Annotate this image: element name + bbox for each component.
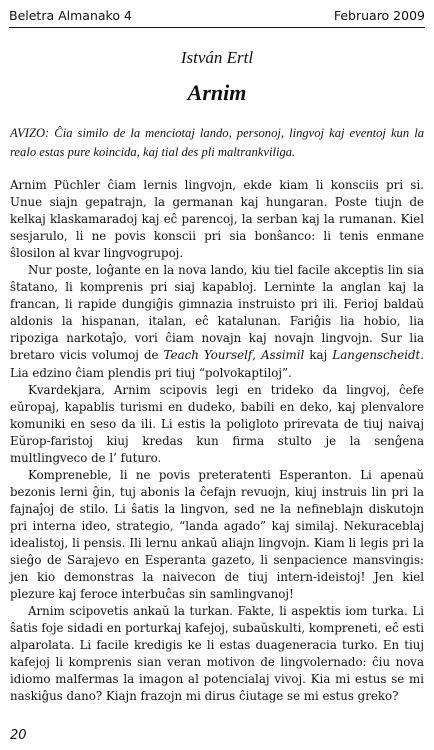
book-series-title: Langenscheidt. [332, 348, 425, 363]
paragraph-2 [10, 262, 424, 381]
header-divider [9, 27, 425, 28]
paragraph-text: , [252, 348, 262, 363]
publication-name: Beletra Almanako 4 [9, 8, 132, 23]
paragraph-4 [10, 467, 424, 603]
paragraph-1 [10, 177, 424, 262]
disclaimer-notice: AVIZO: Ĉia similo de la menciotaj lando, personoj, lingvoj kaj eventoj kun la realo estas pure koincida, kaj tial des pli maltrankviliga. [10, 126, 424, 159]
paragraph-text: Kompreneble, li ne povis preteratenti Esperanton. Li apenaŭ bezonis lerni ĝin, tuj abonis la ĉefajn revuojn, kiuj instruis lin pri la fajnaĵoj de stilo. Li ŝatis la lingvon, sed ne la nefineblajn diskutojn pri interna ideo, strategio, “landa agado” kaj similaj. Nekuraceblaj idealistoj, li pensis. Ili lernu ankaŭ aliajn lingvojn. Kiam li legis pri la sieĝo de Sarajevo en Esperanta gazeto, li senpacience mansvingis: jen kio demonstras la naivecon de tiuj intern-ideistoj! Jen kiel plezure kaj feroce interbuĉas sin samlingvanoj! [10, 467, 424, 602]
paragraph-text: Arnim Püchler ĉiam lernis lingvojn, ekde kiam li konsciis pri si. Unue siajn gepatrajn, la germanan kaj hungaran. Poste tiujn de kelkaj klaskamaradoj kaj eĉ parencoj, la serban kaj la rumanan. Kiel sesjarulo, li ne povis konscii pri sia bonŝanco: li tenis enmane ŝlosilon al kvar lingvogrupoj. [10, 178, 424, 261]
issue-date: Februaro 2009 [333, 8, 425, 23]
article-author: István Ertl [180, 48, 254, 67]
paragraph-text: kaj [304, 348, 333, 363]
article-body [10, 177, 424, 705]
page-number: 20 [10, 728, 27, 743]
paragraph-text: Kvardekjara, Arnim scipovis legi en trideko da lingvoj, ĉefe eŭropaj, kapablis turismi en dudeko, babili en deko, kaj plenvalore komuniki en seso da ili. Li estis la poligloto prirevata de tiuj naivaj Eŭrop-faristoj kiuj kredas kun firma stulto je la senĝena multlingveco de l’ futuro. [10, 382, 424, 465]
paragraph-text: Lia edzino ĉiam plendis pri tiuj “polvokaptiloj”. [10, 365, 292, 380]
book-series-title: Teach Yourself [163, 348, 253, 363]
paragraph-5 [10, 603, 424, 705]
article-title: Arnim [187, 80, 247, 105]
paragraph-text: Nur poste, loĝante en la nova lando, kiu tiel facile akceptis lin sia ŝtatano, li komprenis pri siaj kapabloj. Lerninte la anglan kaj la francan, li rapide dungiĝis gimnazia instruisto pri ili. Ferioj baldaŭ aldonis la hispanan, italan, eĉ katalunan. Fariĝis lia hobio, lia ripoziga narkotaĵo, vori ĉiam novajn kaj novajn lingvojn. Sur lia bretaro vicis volumoj de [10, 263, 424, 363]
book-series-title: Assimil [261, 348, 305, 363]
paragraph-text: Arnim scipovetis ankaŭ la turkan. Fakte, li aspektis iom turka. Li ŝatis foje sidadi en porturkaj kafejoj, subaŭskulti, kompreneti, eĉ esti alparolata. Li facile kredigis ke li estas duageneracia turko. En tiuj kafejoj li komprenis sian veran motivon de lingvolernado: ĉiu nova idiomo malfermas la imagon al potencialaj vivoj. Kia mi estus se mi naskiĝus dano? Kiajn frazojn mi dirus ĉiutage se mi estus greko? [10, 604, 424, 704]
paragraph-3 [10, 382, 424, 467]
running-header [9, 8, 425, 26]
